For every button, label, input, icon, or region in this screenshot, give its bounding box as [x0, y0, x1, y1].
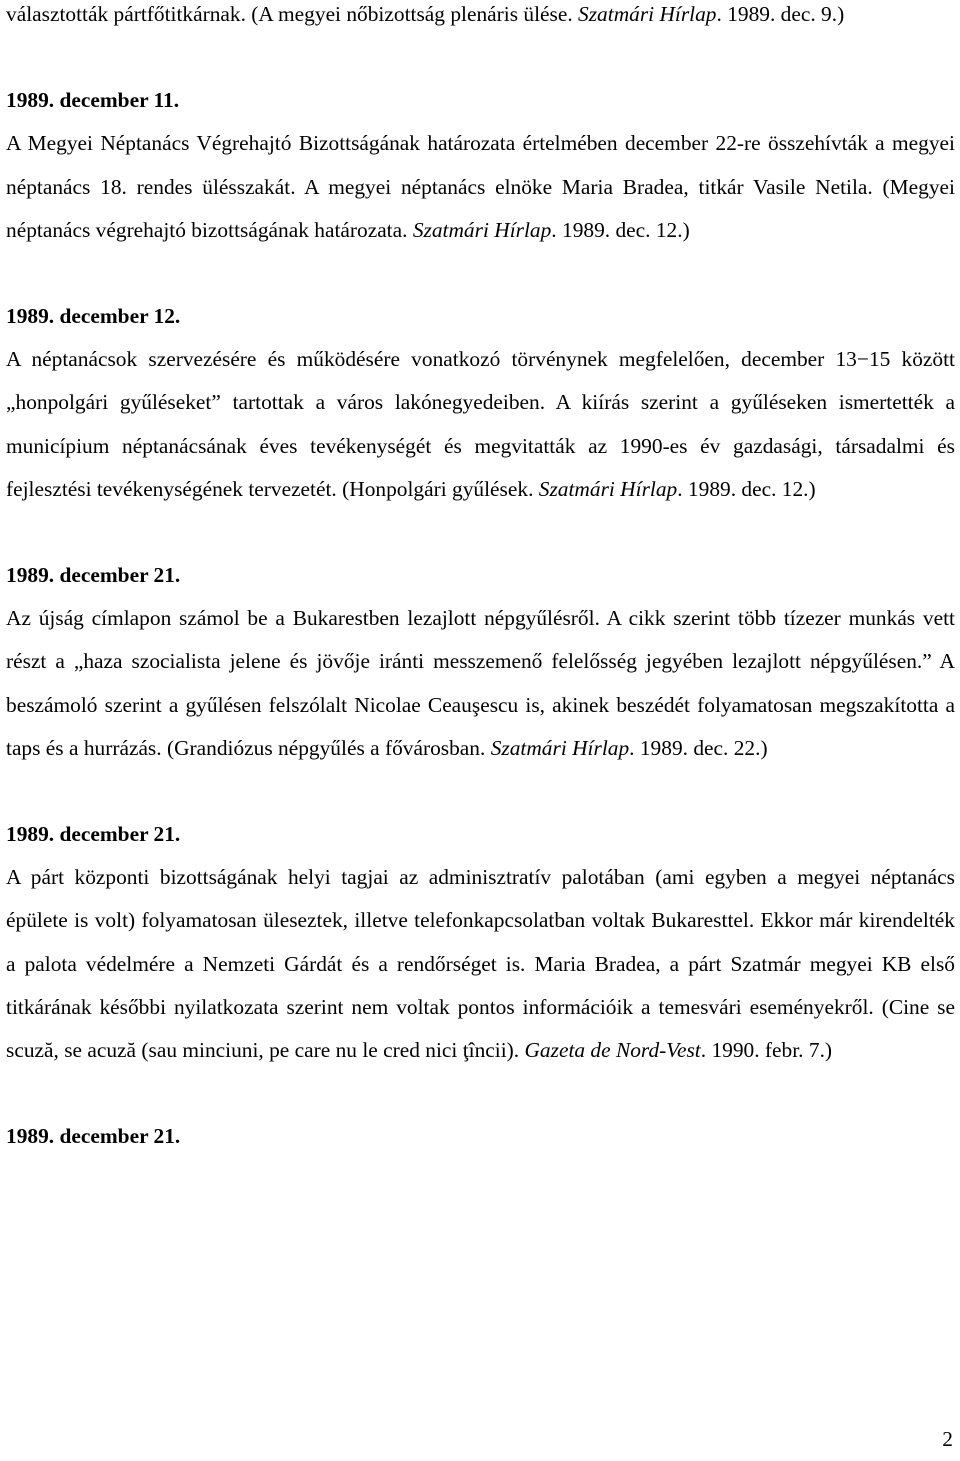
entry-date: 1989. december 21. — [6, 563, 181, 588]
chronology-entry — [6, 295, 955, 511]
source-citation: . 1989. dec. 12.) — [677, 476, 816, 501]
entry-text — [6, 122, 955, 252]
paragraph-text: A Megyei Néptanács Végrehajtó Bizottságának határozata értelmében december 22-re összehívták a megyei néptanács 18. rendes ülésszakát. A megyei néptanács elnöke Maria Bradea, titkár Vasile Netila. (Megyei néptanács végrehajtó bizottságának határozata. — [6, 131, 955, 242]
source-citation: . 1989. dec. 9.) — [716, 2, 845, 26]
source-citation: . 1990. febr. 7.) — [700, 1038, 833, 1063]
chronology-entry — [6, 554, 955, 770]
entry-date: 1989. december 12. — [6, 304, 181, 329]
paragraph-text: választották pártfőtitkárnak. (A megyei nőbizottság plenáris ülése. — [6, 2, 579, 26]
source-citation: . 1989. dec. 22.) — [629, 735, 768, 760]
chronology-entry — [6, 79, 955, 252]
document-page — [6, 0, 955, 1158]
paragraph-text: A párt központi bizottságának helyi tagjai az adminisztratív palotában (ami egyben a megyei néptanács épülete is volt) folyamatosan üleseztek, illetve telefonkapcsolatban voltak Bukaresttel. Ekkor már kirendelték a palota védelmére a Nemzeti Gárdát és a rendőrséget is. Maria Bradea, a párt Szatmár megyei KB első titkárának későbbi nyilatkozata szerint nem voltak pontos információik a temesvári eseményekről. (Cine se scuză, se acuză (sau minciuni, pe care nu le cred nici ţîncii). — [6, 865, 955, 1063]
continued-paragraph — [6, 0, 955, 36]
paragraph-text: Az újság címlapon számol be a Bukarestben lezajlott népgyűlésről. A cikk szerint több tízezer munkás vett részt a „haza szocialista jelene és jövője iránti messzemenő felelősség jegyében lezajlott népgyűlésen.” A beszámoló szerint a gyűlésen felszólalt Nicolae Ceauşescu is, akinek beszédét folyamatosan megszakította a taps és a hurrázás. (Grandiózus népgyűlés a fővárosban. — [6, 606, 955, 760]
source-title: Gazeta de Nord-Vest — [524, 1038, 701, 1063]
chronology-entry — [6, 813, 955, 1072]
source-title: Szatmári Hírlap — [490, 735, 630, 760]
entry-text — [6, 338, 955, 511]
source-title: Szatmári Hírlap — [578, 2, 717, 26]
source-title: Szatmári Hírlap — [538, 476, 678, 501]
entry-date: 1989. december 21. — [6, 1124, 181, 1149]
entry-date: 1989. december 21. — [6, 822, 181, 847]
entry-text — [6, 856, 955, 1072]
page-number: 2 — [942, 1427, 953, 1451]
source-title: Szatmári Hírlap — [412, 217, 552, 242]
entry-text — [6, 597, 955, 770]
chronology-entry — [6, 1115, 955, 1158]
source-citation: . 1989. dec. 12.) — [551, 217, 690, 242]
entry-date: 1989. december 11. — [6, 88, 180, 113]
paragraph-text: A néptanácsok szervezésére és működésére vonatkozó törvénynek megfelelően, december 13−15 között „honpolgári gyűléseket” tartottak a város lakónegyedeiben. A kiírás szerint a gyűléseken ismertették a municípium néptanácsának éves tevékenységét és megvitatták az 1990-es év gazdasági, társadalmi és fejlesztési tevékenységének tervezetét. (Honpolgári gyűlések. — [6, 347, 955, 501]
